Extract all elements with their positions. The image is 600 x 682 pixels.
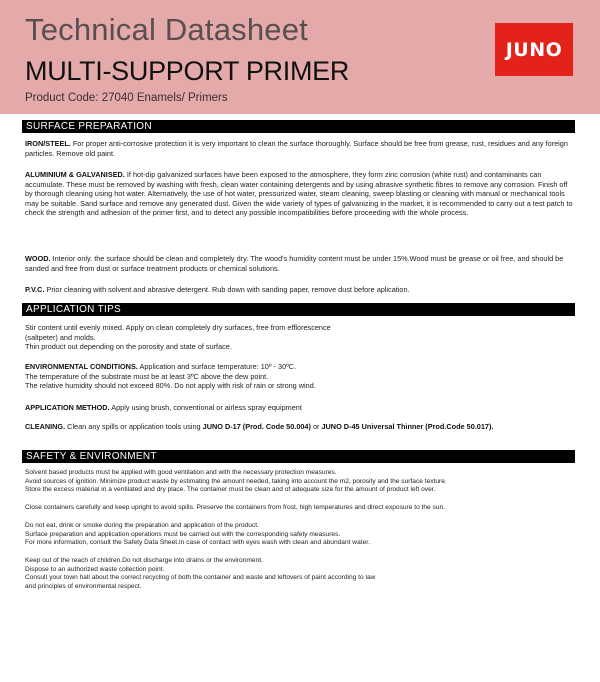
paragraph-wood: [25, 254, 573, 273]
section-header-safety-environment: [22, 450, 575, 463]
text-wood: Interior only. the surface should be clean and completely dry. The wood's humidity content must be under 15%.Wood must be grease or oil free, and should be sanded and free from dust or surface treatment products or chemical solutions.: [25, 254, 564, 273]
text-line: Keep out of the reach of children.Do not discharge into drains or the environment.: [25, 557, 263, 564]
section-title: SURFACE PREPARATION: [26, 121, 152, 132]
label-iron-steel: IRON/STEEL.: [25, 139, 71, 148]
paragraph-safety-disposal: [25, 557, 573, 591]
text-iron-steel: For proper anti-corrosive protection it is very important to clean the surface thoroughly. Surface should be free from grease, rust, residues and any foreign particles. Remove old paint.: [25, 139, 568, 158]
paragraph-safety-containers: [25, 504, 573, 513]
label-aluminium: ALUMINIUM & GALVANISED.: [25, 170, 125, 179]
text-line: (saltpeter) and molds.: [25, 332, 96, 342]
text-line: Do not eat, drink or smoke during the preparation and application of the product.: [25, 522, 259, 529]
label-environmental: ENVIRONMENTAL CONDITIONS.: [25, 362, 138, 371]
section-header-surface-preparation: [22, 120, 575, 133]
paragraph-application-method: [25, 403, 573, 413]
text-line: Solvent based products must be applied with good ventilation and with the necessary protection measures.: [25, 469, 337, 476]
document-type-title: Technical Datasheet: [25, 12, 308, 47]
paragraph-iron-steel: [25, 139, 573, 158]
text-application-method: Apply using brush, conventional or airless spray equipment: [109, 403, 302, 412]
text-aluminium: If hot-dip galvanized surfaces have been exposed to the atmosphere, they form zinc corrosion (white rust) and contaminants can accumulate. These must be removed by washing with fresh, clean water containing detergents and by using abrasive synthetic fibres to remove any corrosion. Finish off by thorough cleaning using hot water. Alternatively, the use of hot water, pressurized water, steam cleaning, sweep blasting or cleaning with manual or mechanical tools may be suitable. Sand surface and remove any generated dust. Given the wide variety of types of galvanizing in the market, it is recommended to carry out a test patch to check the strength and adhesion of the primer first, and to detect any possible incompatibilities before proceeding with the whole process.: [25, 170, 573, 217]
juno-logo: [495, 23, 573, 76]
label-cleaning: CLEANING.: [25, 422, 66, 431]
paragraph-aluminium-galvanised: [25, 170, 573, 218]
product-d17: JUNO D-17 (Prod. Code 50.004): [202, 422, 311, 431]
text-line: Consult your town hall about the correct recycling of both the container and waste and leftovers of paint according to law: [25, 574, 376, 582]
section-title: SAFETY & ENVIRONMENT: [26, 451, 157, 462]
text-line: Application and surface temperature: 10º - 30ºC.: [137, 362, 297, 371]
paragraph-pvc: [25, 285, 573, 295]
text-line: The relative humidity should not exceed 80%. Do not apply with risk of rain or strong wind.: [25, 381, 316, 390]
text-or: or: [310, 422, 322, 431]
paragraph-cleaning: [25, 422, 573, 432]
paragraph-safety-ventilation: [25, 469, 573, 495]
text-line: Surface preparation and application operations must be carried out with the corresponding safety measures.: [25, 530, 341, 538]
text-line: Store the excess material in a ventilated and dry place. The container must be clean and of adequate size for the amount of product left over.: [25, 486, 436, 494]
section-header-application-tips: [22, 303, 575, 316]
text-line: Thin product out depending on the porosity and state of surface.: [25, 342, 232, 351]
label-wood: WOOD.: [25, 254, 51, 263]
product-code: Product Code: 27040 Enamels/ Primers: [25, 92, 228, 104]
label-pvc: P.V.C.: [25, 285, 45, 294]
paragraph-application-intro: [25, 323, 573, 352]
label-application-method: APPLICATION METHOD.: [25, 403, 110, 412]
product-d45: JUNO D-45 Universal Thinner (Prod.Code 50.017).: [321, 422, 494, 431]
text-line: and principles of environmental respect.: [25, 582, 142, 590]
paragraph-environmental-conditions: [25, 362, 573, 391]
paragraph-safety-handling: [25, 522, 573, 548]
section-title: APPLICATION TIPS: [26, 304, 122, 315]
header-band: [0, 0, 600, 114]
text-line: For more information, consult the Safety Data Sheet.In case of contact with eyes wash with clean and abundant water.: [25, 539, 370, 547]
logo-text: JUNO: [505, 38, 563, 61]
text-line: Dispose to an authorized waste collection point.: [25, 565, 165, 573]
text-pvc: Prior cleaning with solvent and abrasive detergent. Rub down with sanding paper, remove dust before aplication.: [44, 285, 410, 294]
text-line: Stir content until evenly mixed. Apply on clean completely dry surfaces, free from efflorescence: [25, 323, 331, 332]
product-name: MULTI-SUPPORT PRIMER: [25, 56, 350, 86]
text-line: Close containers carefully and keep upright to avoid spills. Preserve the containers from frost, high temperatures and direct exposure to the sun.: [25, 504, 446, 511]
text-line: The temperature of the substrate must be at least 3ºC above the dew point.: [25, 371, 269, 381]
text-line: Avoid sources of ignition. Minimize product waste by estimating the amount needed, taking into account the m2, porosity and the surface texture.: [25, 477, 447, 485]
text-cleaning: Clean any spills or application tools using: [65, 422, 203, 431]
